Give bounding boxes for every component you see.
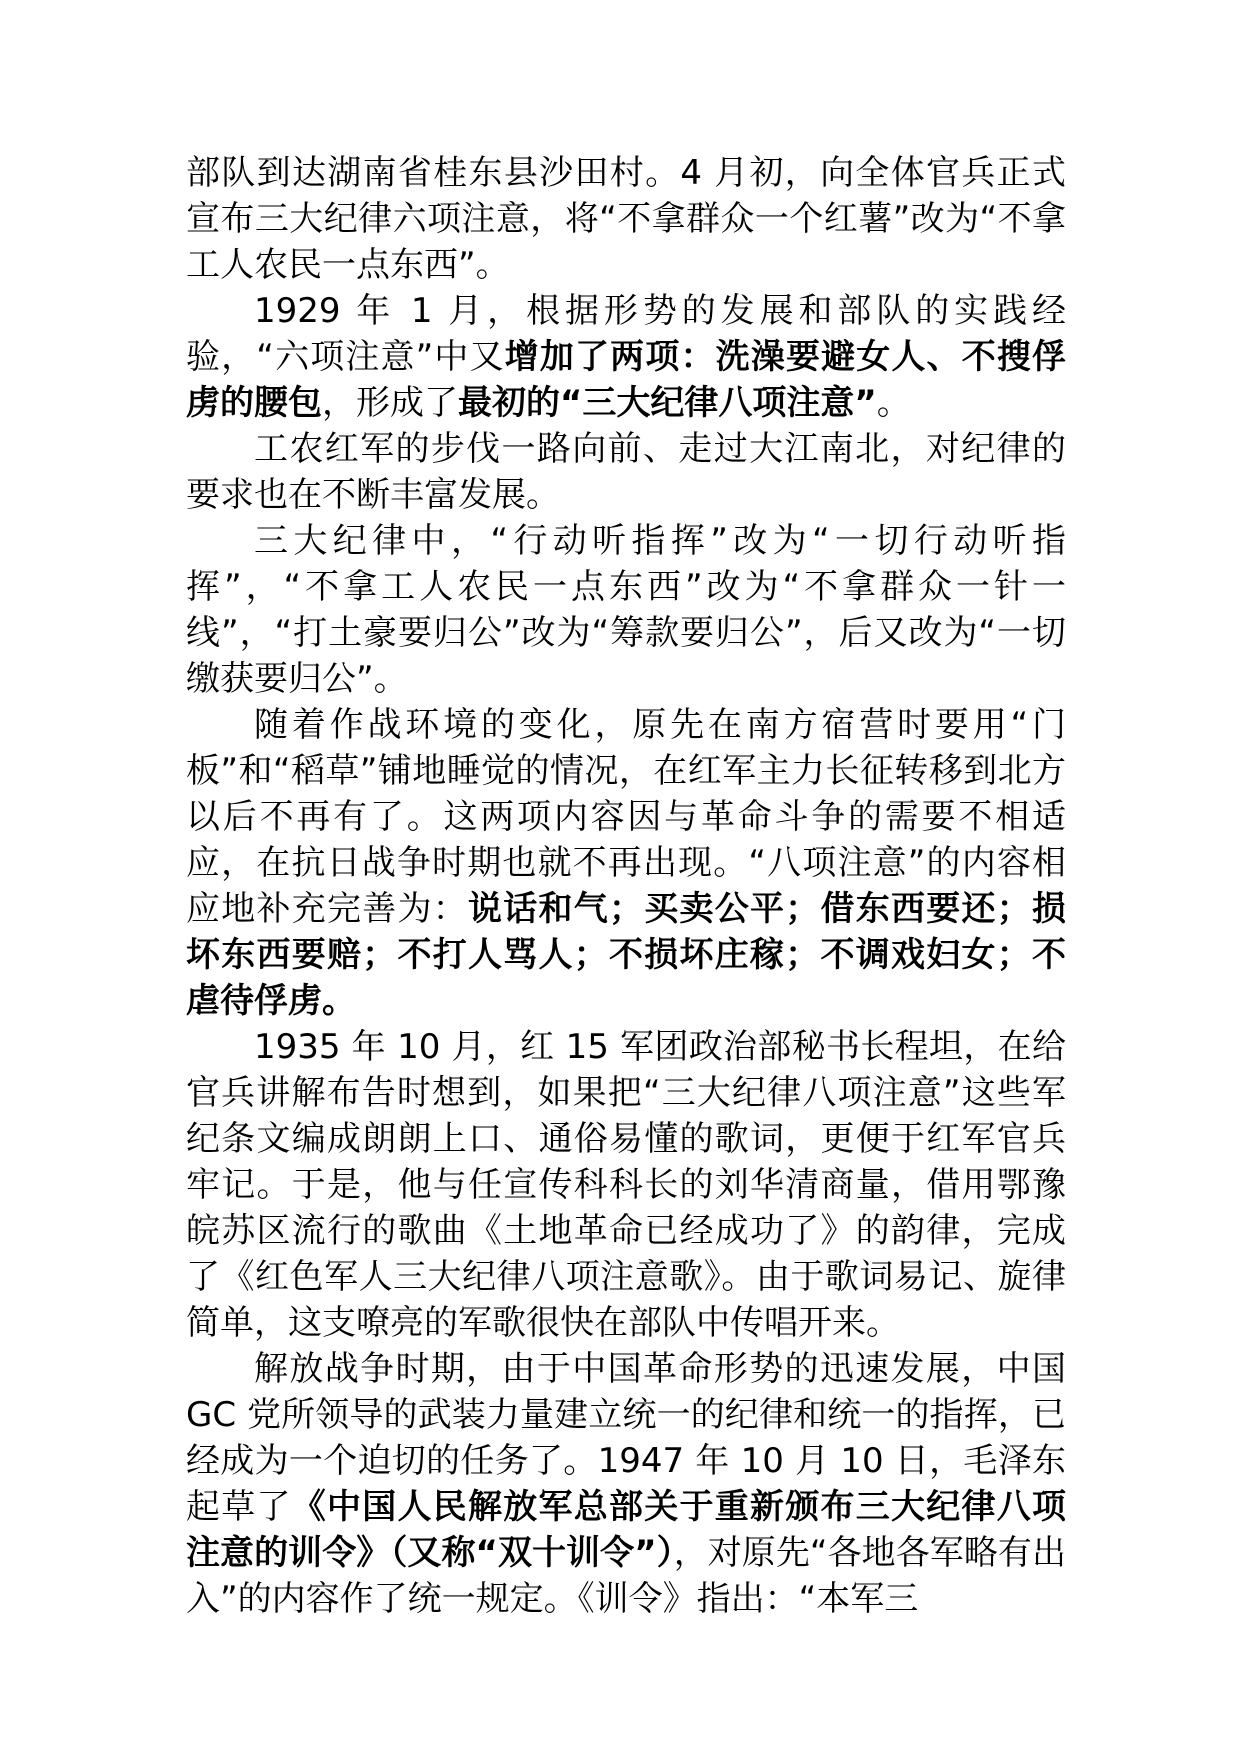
paragraph-4 — [186, 518, 1066, 702]
paragraph-2-text-2: ，形成了 — [322, 383, 458, 423]
paragraph-2-text-1: 1929 年 1 月，根据形势的发展和部队的实践经验，“六项注意”中又 — [186, 291, 1066, 377]
paragraph-1 — [186, 150, 1066, 288]
paragraph-1-text: 部队到达湖南省桂东县沙田村。4 月初，向全体官兵正式宣布三大纪律六项注意，将“不拿群众一个红薯”改为“不拿工人农民一点东西”。 — [186, 153, 1066, 285]
paragraph-5-bold: 说话和气；买卖公平；借东西要还；损坏东西要赔；不打人骂人；不损坏庄稼；不调戏妇女；不虐待俘虏。 — [186, 889, 1066, 1021]
paragraph-5-text: 随着作战环境的变化，原先在南方宿营时要用“门板”和“稻草”铺地睡觉的情况，在红军主力长征转移到北方以后不再有了。这两项内容因与革命斗争的需要不相适应，在抗日战争时期也就不再出现。“八项注意”的内容相应地补充完善为： — [186, 705, 1066, 929]
paragraph-5 — [186, 702, 1066, 1024]
paragraph-6 — [186, 1024, 1066, 1346]
paragraph-2-bold-1: 增加了两项：洗澡要避女人、不搜俘虏的腰包 — [186, 337, 1066, 423]
paragraph-4-text: 三大纪律中，“行动听指挥”改为“一切行动听指挥”，“不拿工人农民一点东西”改为“不拿群众一针一线”，“打土豪要归公”改为“筹款要归公”，后又改为“一切缴获要归公”。 — [186, 521, 1066, 699]
paragraph-2 — [186, 288, 1066, 426]
paragraph-7-bold: 《中国人民解放军总部关于重新颁布三大纪律八项注意的训令》（又称“双十训令”） — [186, 1487, 1066, 1573]
paragraph-3 — [186, 426, 1066, 518]
paragraph-7-text-1: 解放战争时期，由于中国革命形势的迅速发展，中国 GC 党所领导的武装力量建立统一的纪律和统一的指挥，已经成为一个迫切的任务了。1947 年 10 月 10 日，毛泽东起草了 — [186, 1349, 1066, 1527]
paragraph-6-text: 1935 年 10 月，红 15 军团政治部秘书长程坦，在给官兵讲解布告时想到，如果把“三大纪律八项注意”这些军纪条文编成朗朗上口、通俗易懂的歌词，更便于红军官兵牢记。于是，他与任宣传科科长的刘华清商量，借用鄂豫皖苏区流行的歌曲《土地革命已经成功了》的韵律，完成了《红色军人三大纪律八项注意歌》。由于歌词易记、旋律简单，这支嘹亮的军歌很快在部队中传唱开来。 — [186, 1027, 1066, 1343]
paragraph-2-text-3: 。 — [876, 383, 911, 423]
paragraph-7-text-2: ，对原先“各地各军略有出入”的内容作了统一规定。《训令》指出：“本军三 — [186, 1533, 1066, 1619]
paragraph-2-bold-2: 最初的“三大纪律八项注意” — [458, 383, 877, 423]
paragraph-3-text: 工农红军的步伐一路向前、走过大江南北，对纪律的要求也在不断丰富发展。 — [186, 429, 1066, 515]
paragraph-7 — [186, 1346, 1066, 1622]
document-page — [186, 150, 1066, 1622]
